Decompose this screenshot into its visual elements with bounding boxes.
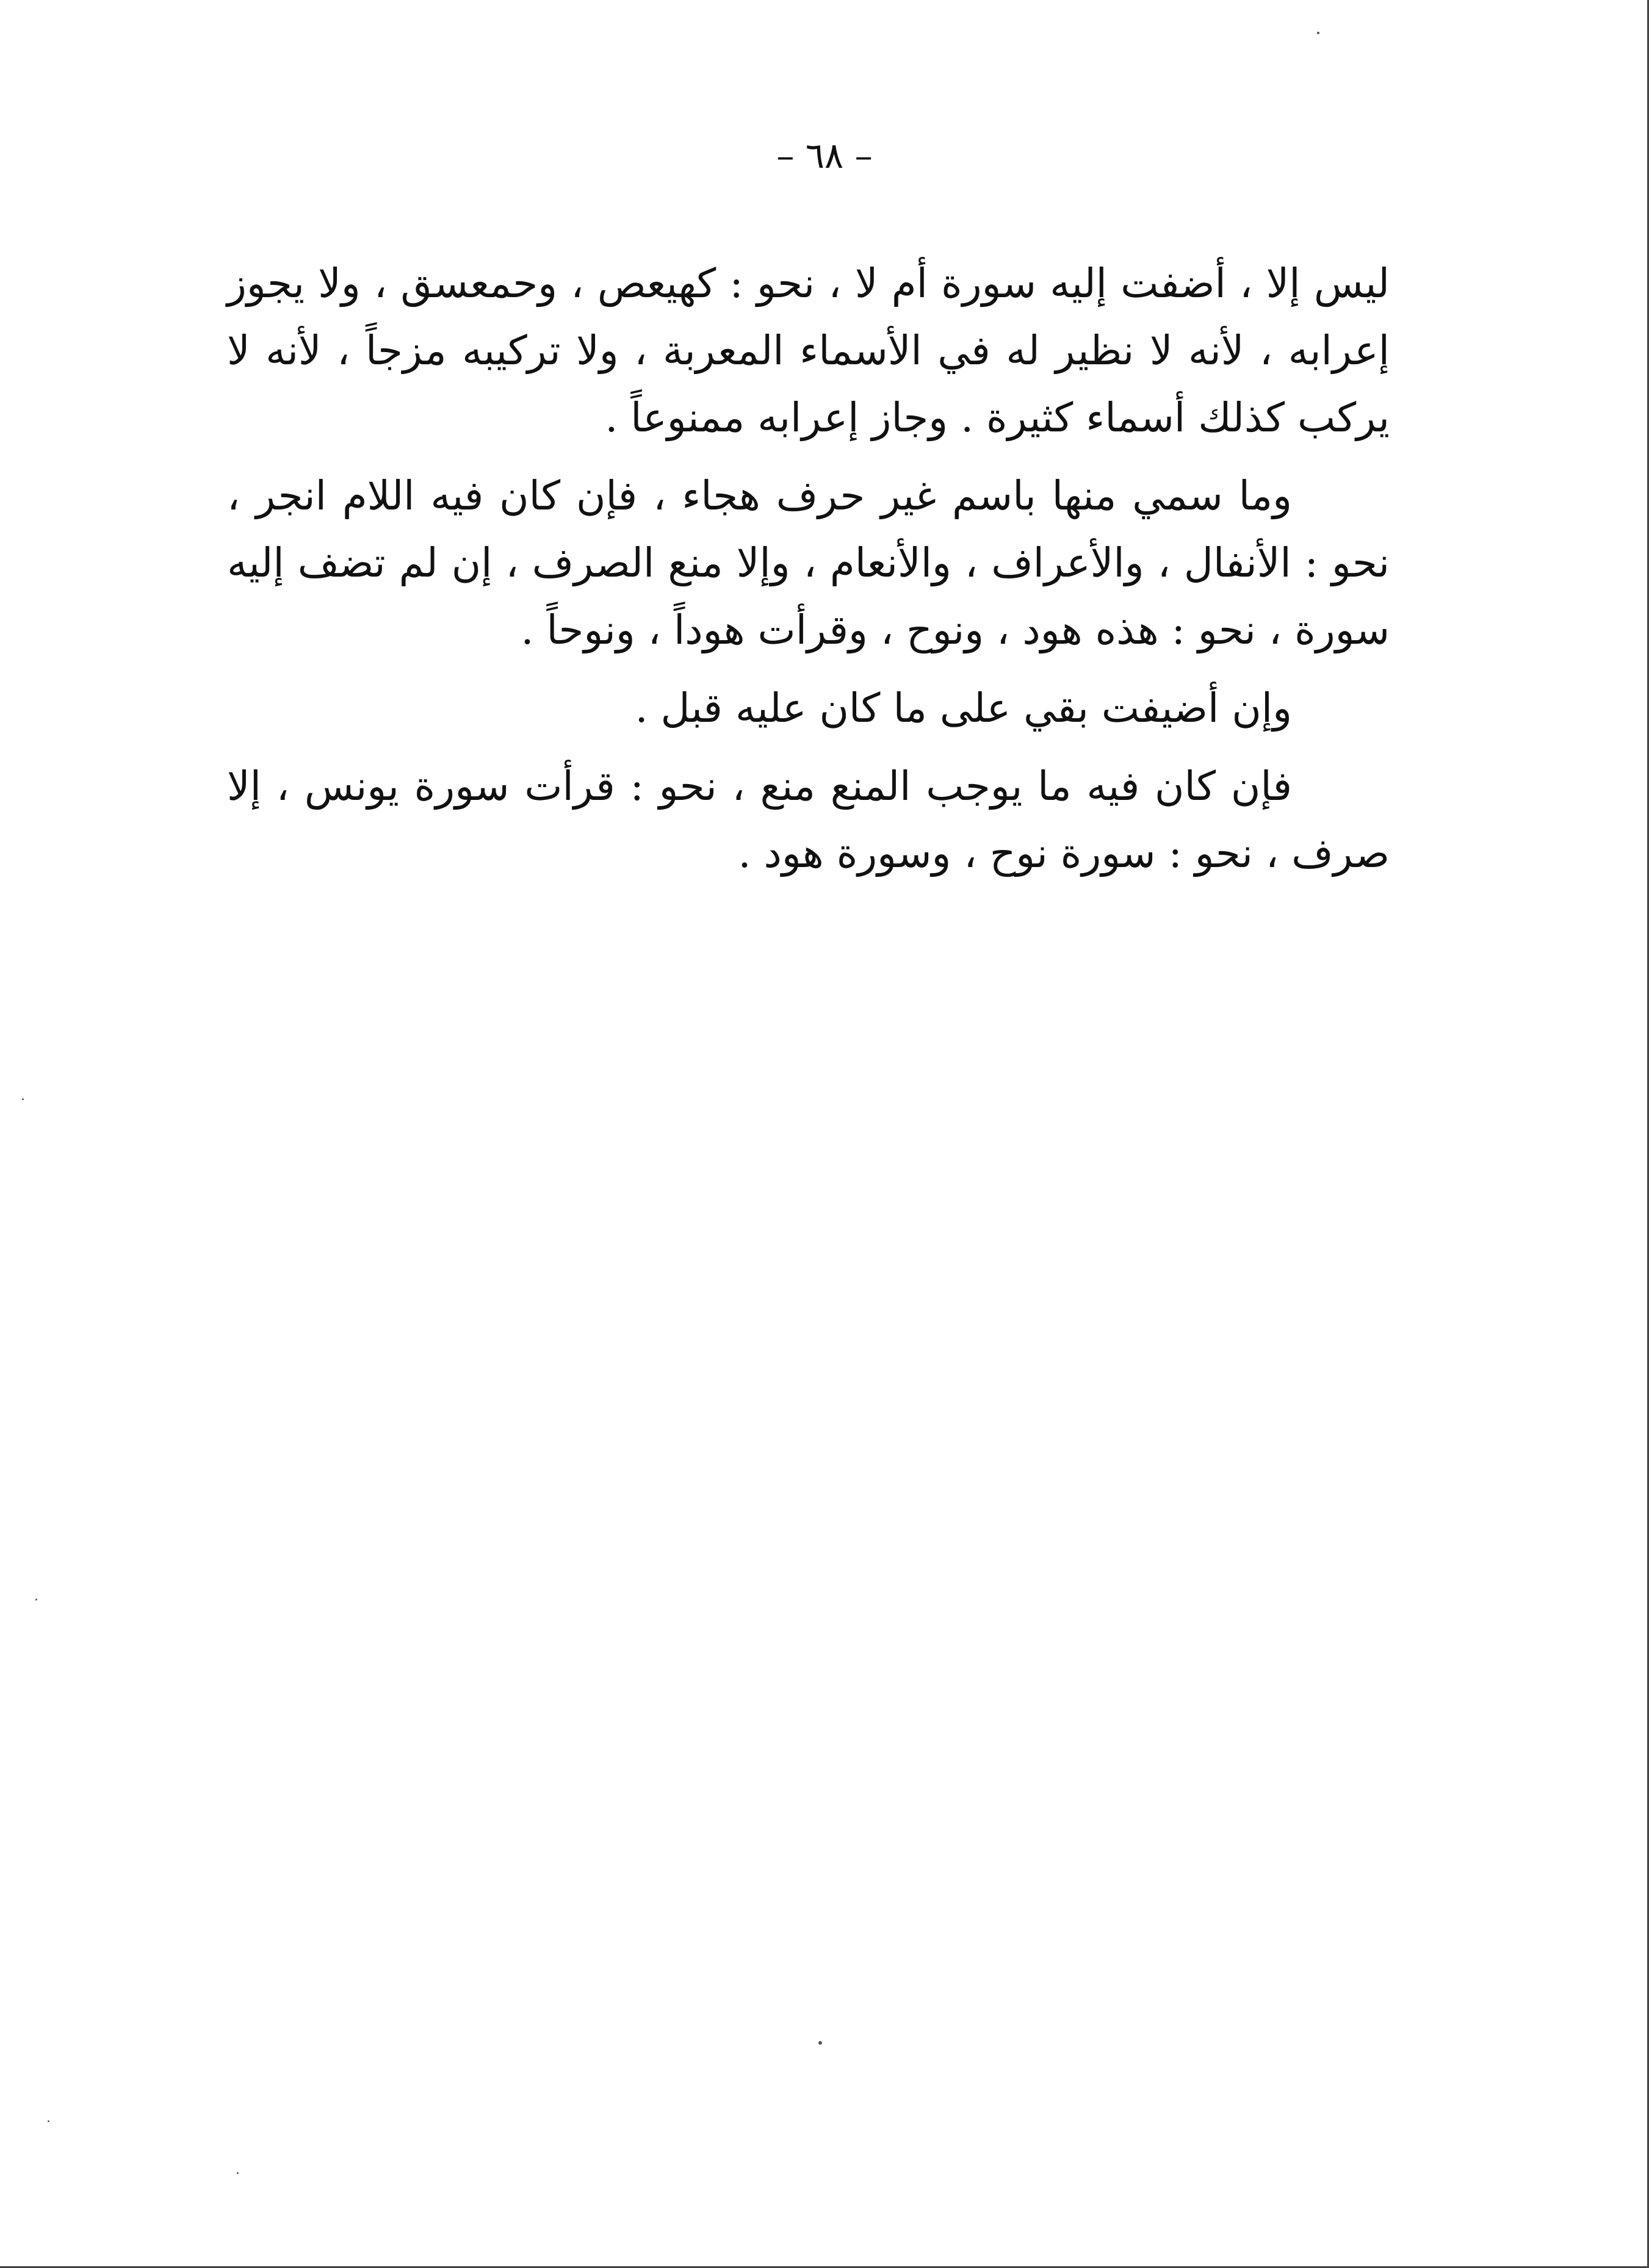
paragraph-4: فإن كان فيه ما يوجب المنع منع ، نحو : قرأت سورة يونس ، إلا صرف ، نحو : سورة نوح ، وسورة هود . bbox=[227, 763, 1390, 877]
scan-speck bbox=[237, 2172, 239, 2174]
page-number: – ٦٨ – bbox=[776, 135, 873, 176]
scan-speck bbox=[22, 1098, 24, 1100]
scan-speck bbox=[818, 2041, 822, 2045]
scan-speck bbox=[48, 2120, 49, 2122]
scan-speck bbox=[1317, 32, 1319, 34]
paragraph-3: وإن أضيفت بقي على ما كان عليه قبل . bbox=[635, 685, 1292, 732]
body-text bbox=[227, 250, 1390, 898]
scan-speck bbox=[35, 1599, 37, 1600]
paragraph-2: وما سمي منها باسم غير حرف هجاء ، فإن كان فيه اللام انجر ، نحو : الأنفال ، والأعراف ، والأنعام ، وإلا منع الصرف ، إن لم تضف إليه سورة ، نحو : هذه هود ، ونوح ، وقرأت هوداً ، ونوحاً . bbox=[227, 472, 1390, 653]
paragraph-1: ليس إلا ، أضفت إليه سورة أم لا ، نحو : كهيعص ، وحمعسق ، ولا يجوز إعرابه ، لأنه لا نظير له في الأسماء المعربة ، ولا تركيبه مزجاً ، لأنه لا يركب كذلك أسماء كثيرة . وجاز إعرابه ممنوعاً . bbox=[227, 260, 1390, 441]
